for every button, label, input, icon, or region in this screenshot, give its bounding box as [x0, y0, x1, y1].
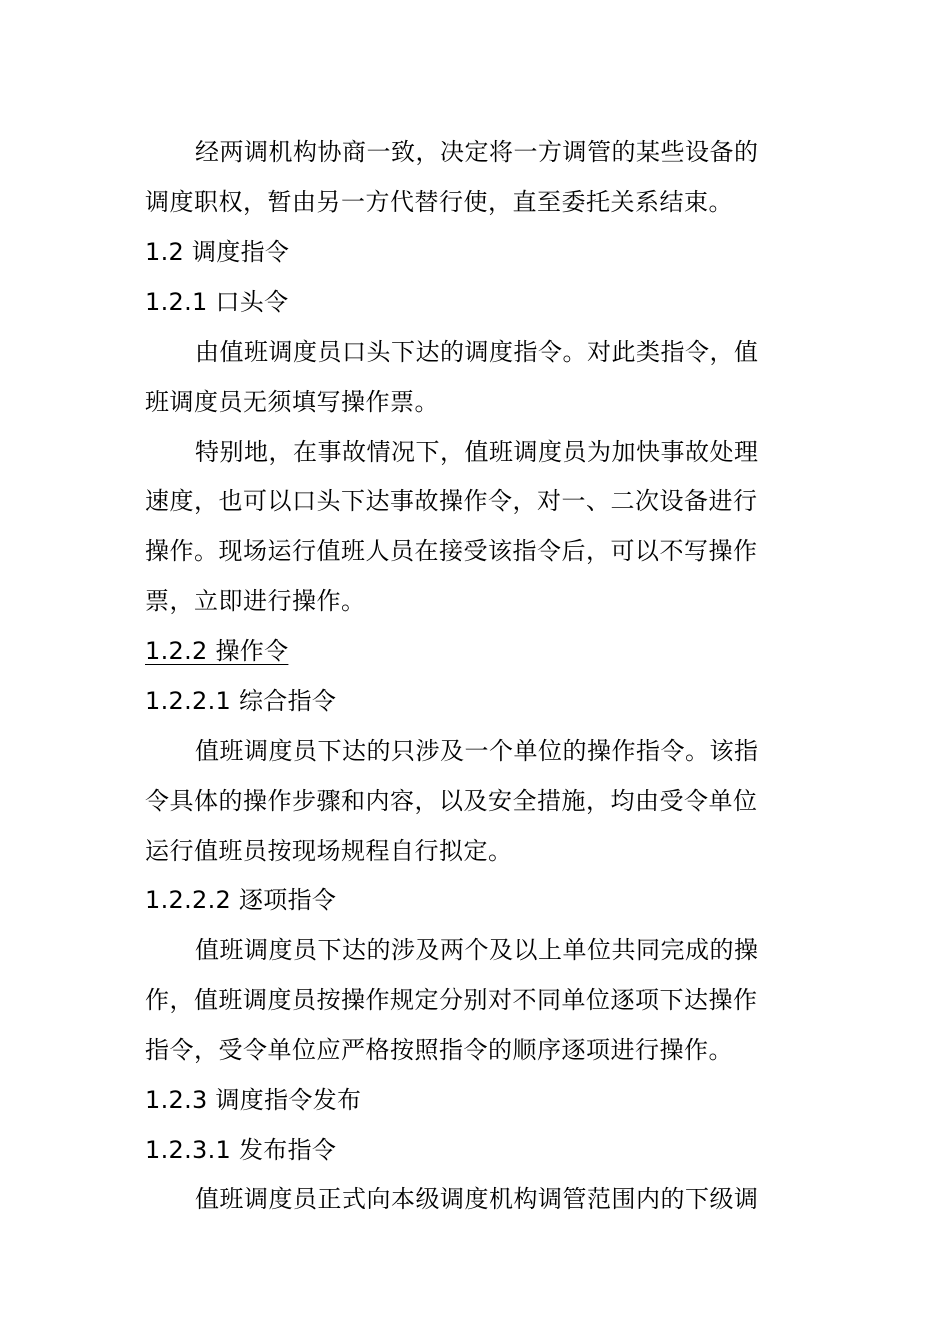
- section-heading: 1.2.2.2 逐项指令: [145, 886, 337, 914]
- paragraph-line: 操作。现场运行值班人员在接受该指令后，可以不写操作: [145, 537, 758, 565]
- paragraph-line: 指令，受令单位应严格按照指令的顺序逐项进行操作。: [145, 1036, 733, 1064]
- paragraph-line: 作，值班调度员按操作规定分别对不同单位逐项下达操作: [145, 986, 758, 1014]
- paragraph-line: 速度，也可以口头下达事故操作令，对一、二次设备进行: [145, 487, 758, 515]
- section-heading: 1.2.2.1 综合指令: [145, 687, 337, 715]
- paragraph-line: 经两调机构协商一致，决定将一方调管的某些设备的: [195, 138, 759, 166]
- section-heading: 1.2 调度指令: [145, 238, 290, 266]
- paragraph-line: 运行值班员按现场规程自行拟定。: [145, 837, 513, 865]
- paragraph-line: 令具体的操作步骤和内容，以及安全措施，均由受令单位: [145, 787, 758, 815]
- paragraph-line: 由值班调度员口头下达的调度指令。对此类指令，值: [195, 338, 759, 366]
- paragraph-line: 特别地，在事故情况下，值班调度员为加快事故处理: [195, 438, 759, 466]
- paragraph-line: 值班调度员正式向本级调度机构调管范围内的下级调: [195, 1185, 759, 1213]
- section-heading: 1.2.2 操作令: [145, 637, 289, 665]
- section-heading: 1.2.3.1 发布指令: [145, 1136, 337, 1164]
- paragraph-line: 调度职权，暂由另一方代替行使，直至委托关系结束。: [145, 188, 733, 216]
- paragraph-line: 班调度员无须填写操作票。: [145, 388, 439, 416]
- paragraph-line: 值班调度员下达的只涉及一个单位的操作指令。该指: [195, 737, 759, 765]
- paragraph-line: 票，立即进行操作。: [145, 587, 366, 615]
- section-heading: 1.2.3 调度指令发布: [145, 1086, 362, 1114]
- paragraph-line: 值班调度员下达的涉及两个及以上单位共同完成的操: [195, 936, 759, 964]
- section-heading: 1.2.1 口头令: [145, 288, 289, 316]
